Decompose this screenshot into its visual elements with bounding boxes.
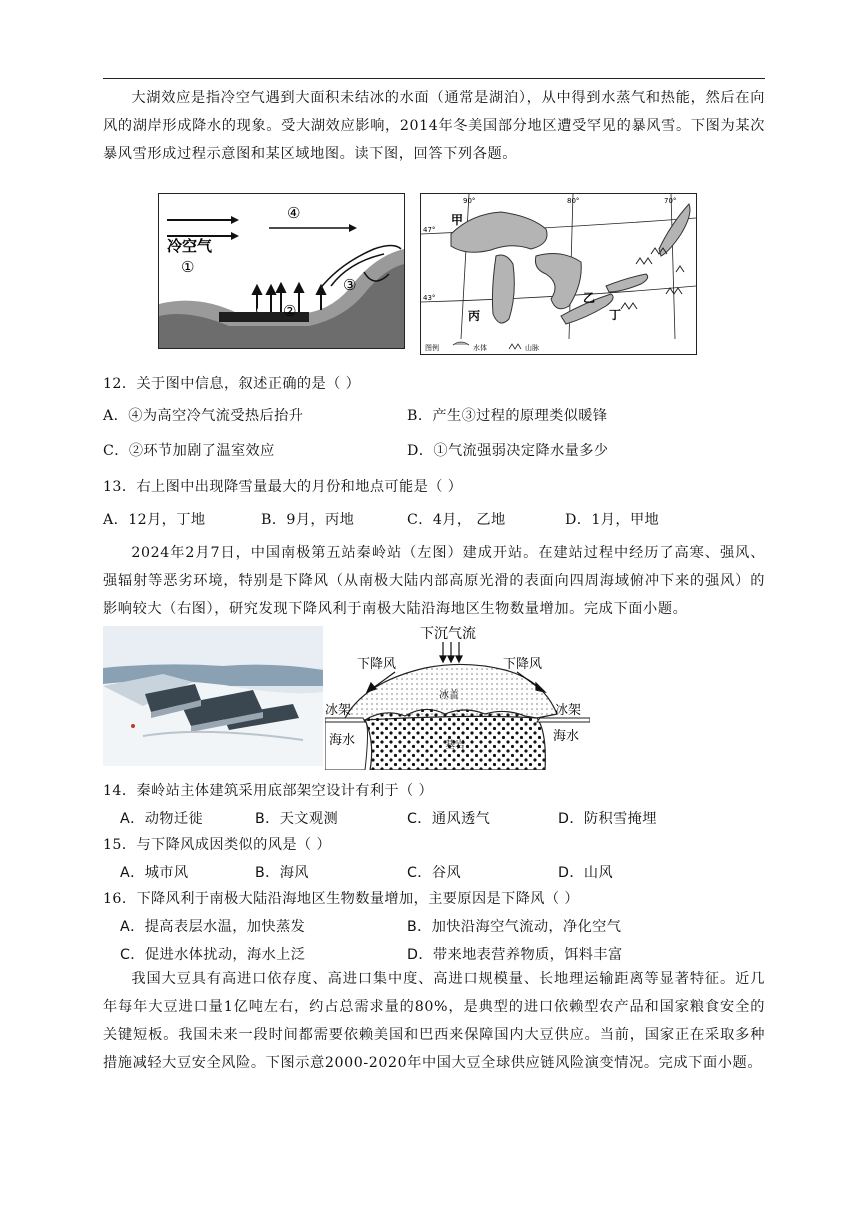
q16-option-c[interactable]: C．促进水体扰动，海水上泛 — [120, 947, 306, 963]
label-ice-shelf-right: 冰架 — [555, 703, 582, 718]
q14-option-b[interactable]: B．天文观测 — [255, 811, 339, 827]
q12-option-c[interactable]: C．②环节加剧了温室效应 — [103, 443, 275, 459]
passage-lake-effect: 大湖效应是指冷空气遇到大面积未结冰的水面（通常是湖泊），从中得到水蒸气和热能，然后在向风的湖岸形成降水的现象。受大湖效应影响，2014年冬美国部分地区遭受罕见的暴风雪。下图为某次暴风雪形成过程示意图和某区域地图。读下图，回答下列各题。 — [103, 90, 765, 162]
q16-option-b[interactable]: B．加快沿海空气流动，净化空气 — [407, 919, 622, 935]
label-jia: 甲 — [451, 213, 464, 227]
label-bedrock: 基岩 — [445, 740, 465, 751]
q13-option-c[interactable]: C．4月， 乙地 — [407, 512, 506, 528]
legend-water: 水体 — [473, 344, 487, 352]
q15-stem: 15．与下降风成因类似的风是（ ） — [103, 837, 331, 853]
label-yi: 乙 — [583, 291, 596, 305]
passage-qinling-station: 2024年2月7日，中国南极第五站秦岭站（左图）建成开站。在建站过程中经历了高寒、强风、强辐射等恶劣环境，特别是下降风（从南极大陆内部高原光滑的表面向四周海域俯冲下来的强风）的影响较大（右图），研究发现下降风利于南极大陆沿海地区生物数量增加。完成下面小题。 — [103, 545, 765, 617]
lon-80: 80° — [567, 197, 580, 205]
label-n2: ② — [283, 302, 297, 320]
label-n3: ③ — [343, 276, 357, 294]
q14-option-d[interactable]: D．防积雪掩埋 — [558, 811, 657, 827]
label-n1: ① — [181, 258, 195, 276]
lat-43: 43° — [423, 294, 436, 302]
legend-mountain: 山脉 — [525, 344, 539, 352]
label-n4: ④ — [287, 204, 301, 222]
q13-stem: 13．右上图中出现降雪量最大的月份和地点可能是（ ） — [103, 479, 463, 495]
q16-stem: 16．下降风利于南极大陆沿海地区生物数量增加，主要原因是下降风（ ） — [103, 891, 579, 907]
q13-option-b[interactable]: B．9月，丙地 — [261, 512, 355, 528]
q15-option-b[interactable]: B．海风 — [255, 865, 309, 881]
label-katabatic-left: 下降风 — [357, 657, 397, 672]
lon-90: 90° — [463, 197, 476, 205]
q15-option-a[interactable]: A．城市风 — [120, 865, 189, 881]
q14-stem: 14．秦岭站主体建筑采用底部架空设计有利于（ ） — [103, 783, 434, 799]
qinling-station-photo — [103, 626, 323, 766]
label-ding: 丁 — [609, 308, 622, 322]
label-sea-right: 海水 — [553, 729, 580, 744]
label-down-air: 下沉气流 — [420, 626, 476, 642]
lake-effect-process-diagram — [158, 193, 405, 349]
q13-option-d[interactable]: D．1月，甲地 — [565, 512, 660, 528]
top-rule — [103, 78, 765, 79]
katabatic-wind-diagram — [325, 622, 590, 770]
label-bing: 丙 — [468, 309, 481, 323]
q15-option-d[interactable]: D．山风 — [558, 865, 614, 881]
q13-option-a[interactable]: A．12月，丁地 — [103, 512, 206, 528]
passage-soybean: 我国大豆具有高进口依存度、高进口集中度、高进口规模量、长地理运输距离等显著特征。近几年每年大豆进口量1亿吨左右，约占总需求量的80%，是典型的进口依赖型农产品和国家粮食安全的关键短板。我国未来一段时间都需要依赖美国和巴西来保障国内大豆供应。当前，国家正在采取多种措施减轻大豆安全风险。下图示意2000-2020年中国大豆全球供应链风险演变情况。完成下面小题。 — [103, 971, 765, 1071]
great-lakes-map — [420, 193, 697, 355]
label-ice-sheet: 冰盖 — [439, 690, 459, 701]
lat-47: 47° — [423, 226, 436, 234]
q12-option-a[interactable]: A．④为高空冷气流受热后抬升 — [103, 408, 304, 424]
label-sea-left: 海水 — [329, 733, 356, 748]
legend-title: 图例 — [425, 344, 439, 352]
q12-stem: 12．关于图中信息，叙述正确的是（ ） — [103, 376, 361, 392]
q14-option-a[interactable]: A．动物迁徙 — [120, 811, 204, 827]
q16-option-d[interactable]: D．带来地表营养物质，饵料丰富 — [407, 947, 623, 963]
q12-option-d[interactable]: D．①气流强弱决定降水量多少 — [407, 443, 609, 459]
q12-option-b[interactable]: B．产生③过程的原理类似暖锋 — [407, 408, 608, 424]
label-katabatic-right: 下降风 — [503, 657, 543, 672]
q16-option-a[interactable]: A．提高表层水温，加快蒸发 — [120, 919, 306, 935]
lon-70: 70° — [664, 197, 677, 205]
q15-option-c[interactable]: C．谷风 — [407, 865, 462, 881]
label-ice-shelf-left: 冰架 — [325, 703, 352, 718]
label-cold-air: 冷空气 — [167, 237, 213, 255]
q14-option-c[interactable]: C．通风透气 — [407, 811, 491, 827]
